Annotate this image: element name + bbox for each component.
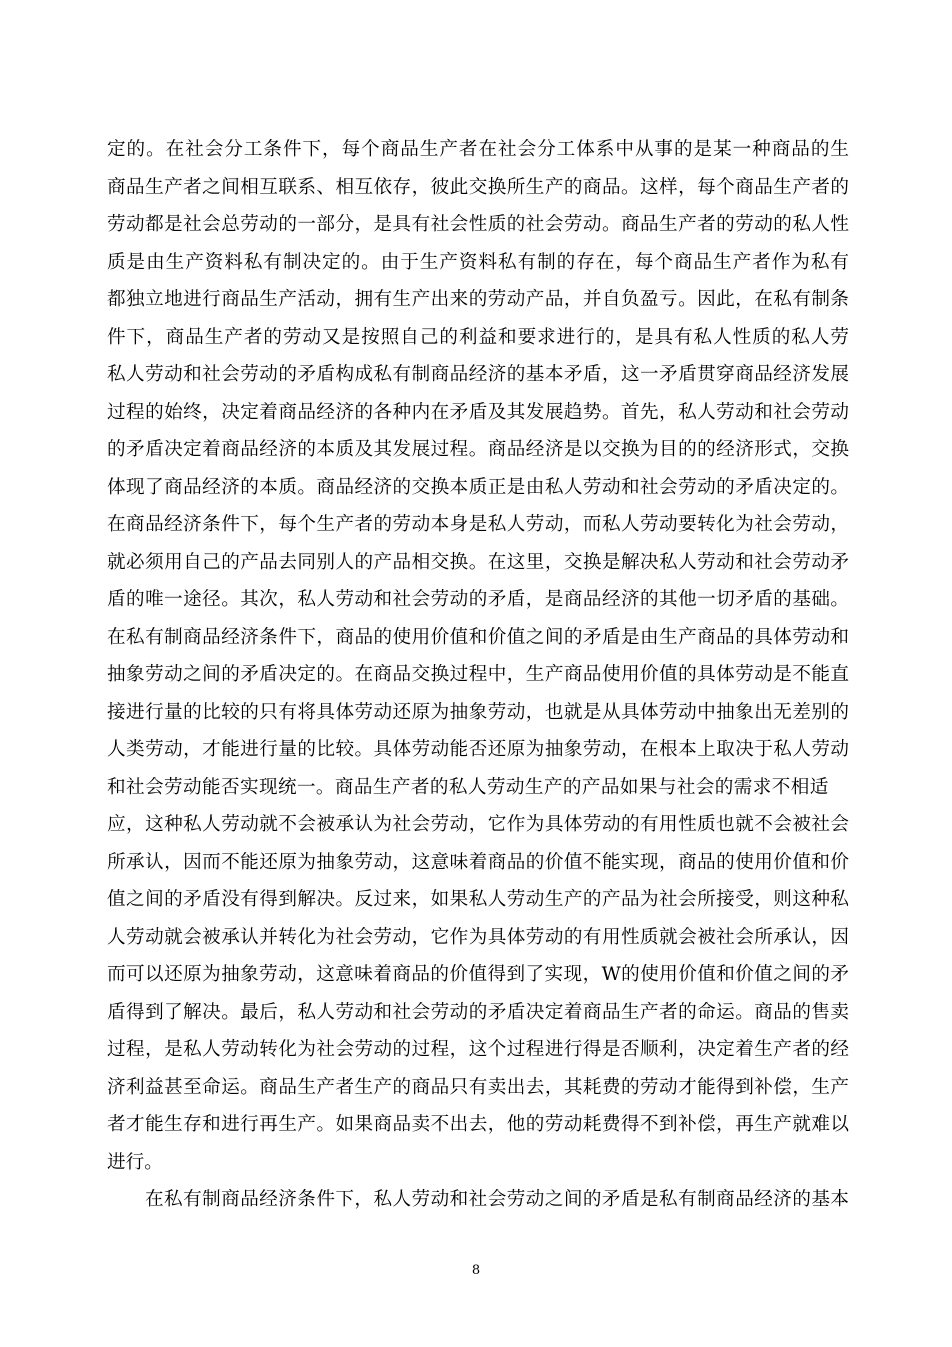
text-line: 都独立地进行商品生产活动，拥有生产出来的劳动产品，并自负盈亏。因此，在私有制条	[107, 289, 849, 310]
text-line: 在商品经济条件下，每个生产者的劳动本身是私人劳动，而私人劳动要转化为社会劳动，	[107, 514, 849, 535]
text-line: 抽象劳动之间的矛盾决定的。在商品交换过程中，生产商品使用价值的具体劳动是不能直	[107, 664, 849, 685]
paragraph-2	[107, 1181, 849, 1219]
text-line: 件下，商品生产者的劳动又是按照自己的利益和要求进行的，是具有私人性质的私人劳	[107, 326, 849, 348]
text-line: 盾得到了解决。最后，私人劳动和社会劳动的矛盾决定着商品生产者的命运。商品的售卖	[107, 1001, 849, 1023]
text-line: 商品生产者之间相互联系、相互依存，彼此交换所生产的商品。这样，每个商品生产者的	[107, 176, 849, 198]
text-line: 所承认，因而不能还原为抽象劳动，这意味着商品的价值不能实现，商品的使用价值和价	[107, 851, 849, 873]
text-line: 质是由生产资料私有制决定的。由于生产资料私有制的存在，每个商品生产者作为私有	[107, 251, 849, 273]
text-line: 而可以还原为抽象劳动，这意味着商品的价值得到了实现，W的使用价值和价值之间的矛	[107, 964, 849, 985]
text-line: 私人劳动和社会劳动的矛盾构成私有制商品经济的基本矛盾，这一矛盾贯穿商品经济发展	[107, 364, 849, 385]
text-line: 进行。	[107, 1151, 163, 1173]
text-line: 定的。在社会分工条件下，每个商品生产者在社会分工体系中从事的是某一种商品的生	[107, 139, 849, 160]
text-line: 值之间的矛盾没有得到解决。反过来，如果私人劳动生产的产品为社会所接受，则这种私	[107, 889, 849, 910]
text-line: 过程，是私人劳动转化为社会劳动的过程，这个过程进行得是否顺利，决定着生产者的经	[107, 1039, 849, 1060]
text-line: 过程的始终，决定着商品经济的各种内在矛盾及其发展趋势。首先，私人劳动和社会劳动	[107, 401, 849, 423]
text-line: 人劳动就会被承认并转化为社会劳动，它作为具体劳动的有用性质就会被社会所承认，因	[107, 926, 849, 948]
text-line: 盾的唯一途径。其次，私人劳动和社会劳动的矛盾，是商品经济的其他一切矛盾的基础。	[107, 589, 849, 610]
text-line: 接进行量的比较的只有将具体劳动还原为抽象劳动，也就是从具体劳动中抽象出无差别的	[107, 701, 849, 723]
text-line: 者才能生存和进行再生产。如果商品卖不出去，他的劳动耗费得不到补偿，再生产就难以	[107, 1114, 849, 1135]
text-line: 劳动都是社会总劳动的一部分，是具有社会性质的社会劳动。商品生产者的劳动的私人性	[107, 214, 849, 235]
text-line: 济利益甚至命运。商品生产者生产的商品只有卖出去，其耗费的劳动才能得到补偿，生产	[107, 1076, 849, 1098]
text-line: 在私有制商品经济条件下，私人劳动和社会劳动之间的矛盾是私有制商品经济的基本	[145, 1189, 849, 1210]
text-line: 人类劳动，才能进行量的比较。具体劳动能否还原为抽象劳动，在根本上取决于私人劳动	[107, 739, 849, 760]
text-line: 就必须用自己的产品去同别人的产品相交换。在这里，交换是解决私人劳动和社会劳动矛	[107, 551, 849, 573]
paragraph-1	[107, 131, 849, 1181]
text-line: 体现了商品经济的本质。商品经济的交换本质正是由私人劳动和社会劳动的矛盾决定的。	[107, 476, 849, 498]
body-text	[107, 131, 849, 1219]
page-number: 8	[471, 1263, 481, 1278]
text-line: 应，这种私人劳动就不会被承认为社会劳动，它作为具体劳动的有用性质也就不会被社会	[107, 814, 849, 835]
text-line: 和社会劳动能否实现统一。商品生产者的私人劳动生产的产品如果与社会的需求不相适	[107, 776, 829, 798]
text-line: 在私有制商品经济条件下，商品的使用价值和价值之间的矛盾是由生产商品的具体劳动和	[107, 626, 849, 648]
text-line: 的矛盾决定着商品经济的本质及其发展过程。商品经济是以交换为目的的经济形式，交换	[107, 439, 849, 460]
